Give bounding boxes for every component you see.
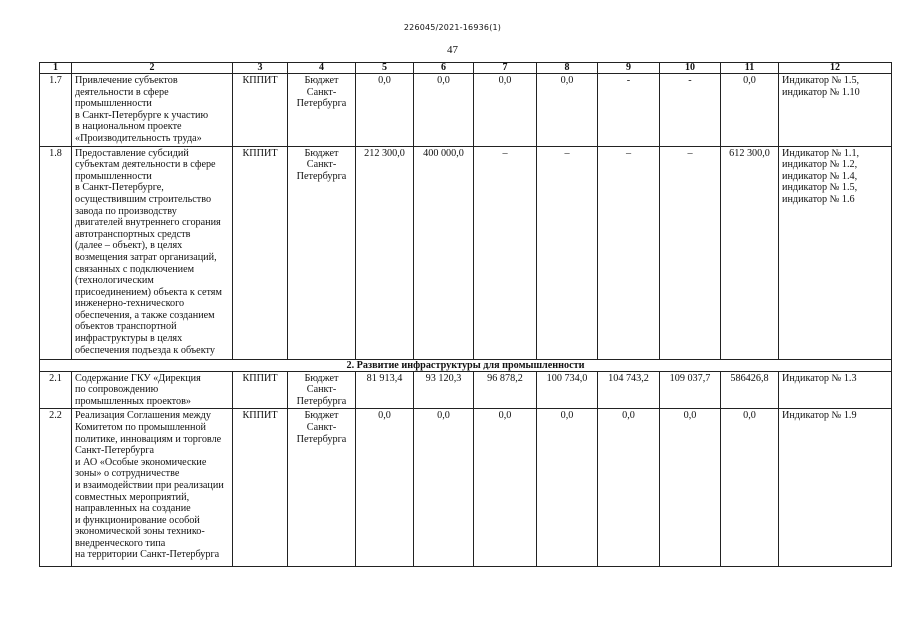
table-row (40, 409, 892, 567)
document-number: 226045/2021-16936(1) (403, 23, 502, 32)
activity-name: Привлечение субъектов деятельности в сфере промышленности в Санкт-Петербурге к участию в национальном проекте «Производительность труда» (72, 74, 233, 147)
value-col7: 96 878,2 (474, 371, 537, 409)
value-col6: 400 000,0 (414, 146, 474, 359)
table-row (40, 371, 892, 409)
executor: КППИТ (233, 409, 288, 567)
value-col6: 93 120,3 (414, 371, 474, 409)
value-col7: 0,0 (474, 74, 537, 147)
funding-source: Бюджет Санкт- Петербурга (288, 74, 356, 147)
column-header: 8 (537, 63, 598, 74)
column-header: 9 (598, 63, 660, 74)
value-col9: - (598, 74, 660, 147)
column-header: 12 (779, 63, 892, 74)
section-title: 2. Развитие инфраструктуры для промышленности (40, 359, 892, 371)
executor: КППИТ (233, 371, 288, 409)
column-header: 2 (72, 63, 233, 74)
value-col10: 0,0 (660, 409, 721, 567)
funding-source: Бюджет Санкт- Петербурга (288, 146, 356, 359)
value-col5: 0,0 (356, 74, 414, 147)
funding-source: Бюджет Санкт- Петербурга (288, 371, 356, 409)
row-number: 1.8 (40, 146, 72, 359)
value-col10: - (660, 74, 721, 147)
activity-name: Содержание ГКУ «Дирекция по сопровождению промышленных проектов» (72, 371, 233, 409)
funding-source: Бюджет Санкт- Петербурга (288, 409, 356, 567)
row-number: 2.1 (40, 371, 72, 409)
value-col6: 0,0 (414, 74, 474, 147)
column-header: 7 (474, 63, 537, 74)
value-col9: – (598, 146, 660, 359)
section-header-row (40, 359, 892, 371)
executor: КППИТ (233, 146, 288, 359)
row-number: 2.2 (40, 409, 72, 567)
value-col10: 109 037,7 (660, 371, 721, 409)
value-col6: 0,0 (414, 409, 474, 567)
value-total: 612 300,0 (721, 146, 779, 359)
activity-name: Предоставление субсидий субъектам деятельности в сфере промышленности в Санкт-Петербурге, осуществившим строительство завода по производству двигателей внутреннего сгорания автотранспортных средств (далее – объект), в целях возмещения затрат организаций, связанных с подключением (технологическим присоединением) объекта к сетям инженерно-технического обеспечения, а также созданием объектов транспортной инфраструктуры в целях обеспечения подъезда к объекту (72, 146, 233, 359)
column-header: 1 (40, 63, 72, 74)
value-col9: 0,0 (598, 409, 660, 567)
indicator: Индикатор № 1.1, индикатор № 1.2, индикатор № 1.4, индикатор № 1.5, индикатор № 1.6 (779, 146, 892, 359)
executor: КППИТ (233, 74, 288, 147)
value-col8: 0,0 (537, 74, 598, 147)
value-col5: 81 913,4 (356, 371, 414, 409)
value-total: 586426,8 (721, 371, 779, 409)
indicator: Индикатор № 1.3 (779, 371, 892, 409)
column-header: 5 (356, 63, 414, 74)
value-col10: – (660, 146, 721, 359)
indicator: Индикатор № 1.9 (779, 409, 892, 567)
value-col8: 0,0 (537, 409, 598, 567)
value-total: 0,0 (721, 74, 779, 147)
table-row (40, 146, 892, 359)
value-col5: 212 300,0 (356, 146, 414, 359)
value-col9: 104 743,2 (598, 371, 660, 409)
value-col7: – (474, 146, 537, 359)
column-header: 11 (721, 63, 779, 74)
column-header: 3 (233, 63, 288, 74)
value-col8: – (537, 146, 598, 359)
value-col5: 0,0 (356, 409, 414, 567)
program-activities-table (39, 62, 892, 567)
column-header: 10 (660, 63, 721, 74)
column-header: 4 (288, 63, 356, 74)
value-col8: 100 734,0 (537, 371, 598, 409)
activity-name: Реализация Соглашения между Комитетом по промышленной политике, инновациям и торговле Санкт-Петербурга и АО «Особые экономические зоны» о сотрудничестве и взаимодействии при реализации совместных мероприятий, направленных на создание и функционирование особой экономической зоны технико- внедренческого типа на территории Санкт-Петербурга (72, 409, 233, 567)
value-total: 0,0 (721, 409, 779, 567)
table-row (40, 74, 892, 147)
value-col7: 0,0 (474, 409, 537, 567)
column-header: 6 (414, 63, 474, 74)
indicator: Индикатор № 1.5, индикатор № 1.10 (779, 74, 892, 147)
column-header-row (40, 63, 892, 74)
row-number: 1.7 (40, 74, 72, 147)
page-number: 47 (447, 44, 458, 56)
